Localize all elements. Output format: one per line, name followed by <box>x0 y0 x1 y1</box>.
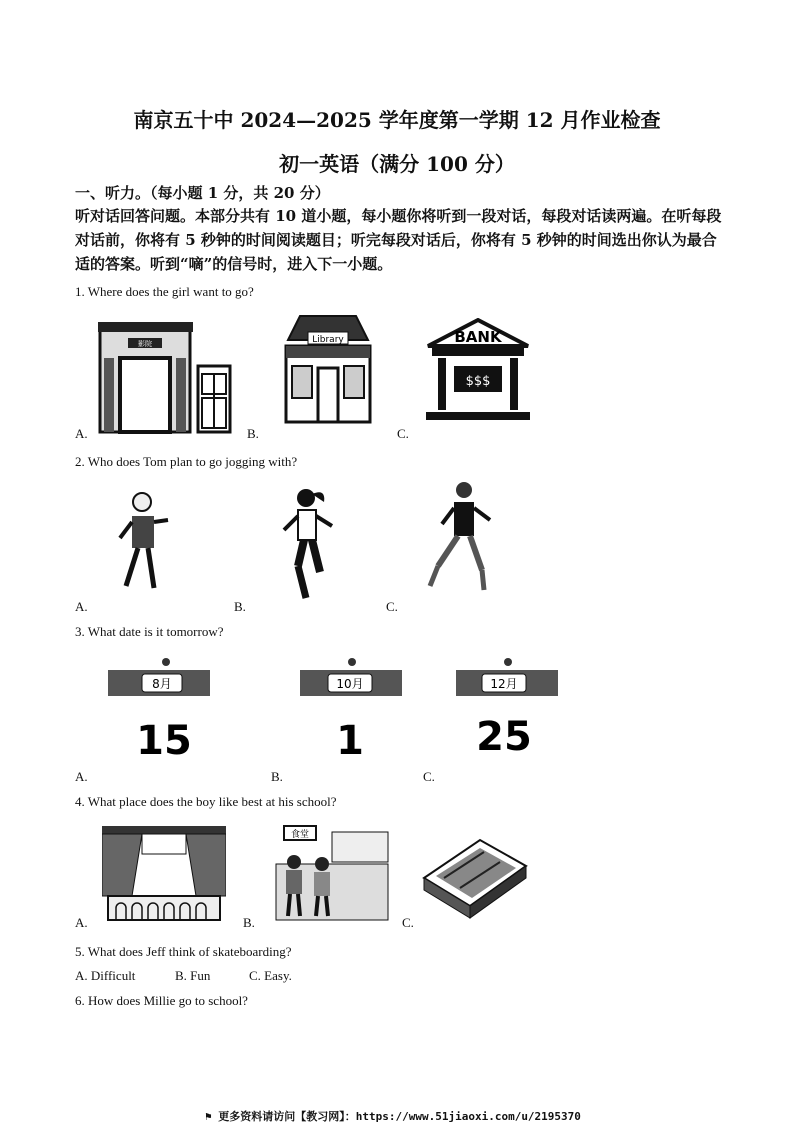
question-4: 4. What place does the boy like best at his school? <box>75 794 337 809</box>
calendar-c-day: 25 <box>476 714 532 760</box>
question-3: 3. What date is it tomorrow? <box>75 624 224 639</box>
section-instruction: 听对话回答问题。本部分共有 10 道小题，每小题你将听到一段对话，每段对话读两遍。在听每段对话前，你将有 5 秒钟的时间阅读题目；听完每段对话后，你将有 5 秒钟的时间选出你认为最合适的答案。听到“嘀”的信号时，进入下一小题。 <box>75 207 722 273</box>
man-running-picture <box>424 480 496 596</box>
cinema-sign-text: 影院 <box>138 340 152 348</box>
q4-option-b: B. <box>243 915 255 930</box>
section-heading: 一、听力。（每小题 1 分，共 20 分） <box>75 184 330 202</box>
cinema-picture <box>98 322 238 434</box>
calendar-b-month: 10月 <box>336 677 364 691</box>
q4-option-a: A. <box>75 915 88 930</box>
q1-option-b: B. <box>247 426 259 441</box>
canteen-sign-text: 食堂 <box>290 830 310 840</box>
calendar-c-picture <box>452 656 562 760</box>
q2-option-b: B. <box>234 599 246 614</box>
library-picture <box>278 312 378 424</box>
question-5: 5. What does Jeff think of skateboarding? <box>75 944 292 959</box>
old-man-jogging-picture <box>112 490 176 600</box>
library-sign-text: Library <box>312 335 344 345</box>
q5-option-c: C. Easy. <box>249 968 292 983</box>
calendar-b-day: 1 <box>336 718 364 760</box>
canteen-picture <box>272 824 392 922</box>
q5-option-a: A. Difficult <box>75 968 136 983</box>
calendar-a-month: 8月 <box>152 677 172 691</box>
question-1: 1. Where does the girl want to go? <box>75 284 254 299</box>
flag-icon: ⚑ <box>205 1110 219 1123</box>
woman-jogging-picture <box>276 486 340 604</box>
bank-sign-text: BANK <box>454 328 502 346</box>
q5-option-b: B. Fun <box>175 968 211 983</box>
q3-option-c: C. <box>423 769 435 784</box>
school-hall-stage-picture <box>102 826 226 922</box>
footer-link[interactable] <box>205 1108 581 1124</box>
calendar-c-month: 12月 <box>490 677 518 691</box>
bank-picture <box>422 318 534 424</box>
bank-money-text: $$$ <box>465 374 491 389</box>
q3-option-b: B. <box>271 769 283 784</box>
q3-option-a: A. <box>75 769 88 784</box>
q1-option-c: C. <box>397 426 409 441</box>
page-title: 南京五十中 2024—2025 学年度第一学期 12 月作业检查 <box>133 108 661 132</box>
q2-option-c: C. <box>386 599 398 614</box>
calendar-b-picture <box>296 656 406 760</box>
calendar-a-day: 15 <box>136 718 192 760</box>
footer-text: 更多资料请访问【教习网】：https://www.51jiaoxi.com/u/2195370 <box>218 1110 581 1123</box>
calendar-a-picture <box>104 656 214 760</box>
question-2: 2. Who does Tom plan to go jogging with? <box>75 454 298 469</box>
gym-room-picture <box>420 826 530 920</box>
question-6: 6. How does Millie go to school? <box>75 993 248 1008</box>
page-subtitle: 初一英语（满分 100 分） <box>279 152 515 176</box>
q4-option-c: C. <box>402 915 414 930</box>
q2-option-a: A. <box>75 599 88 614</box>
q1-option-a: A. <box>75 426 88 441</box>
